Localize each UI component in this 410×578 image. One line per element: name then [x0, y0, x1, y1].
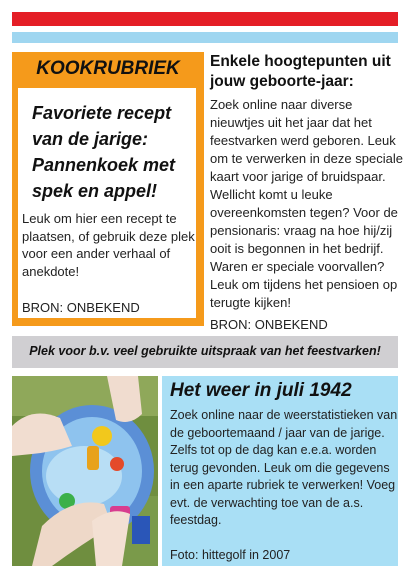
weer-body-text: Zoek online naar de weerstatistieken van de geboortemaand / jaar van de jarige. Zelfs tot op de dag kan e.e.a. worden terug gevonden. Leuk om die gegevens in een aparte rubriek te verwerken! Voeg evt. de verwachting toe van de a.s. feestdag.: [170, 408, 398, 527]
hoogtepunten-title: Enkele hoogtepunten uit jouw geboorte-jaar:: [210, 53, 391, 90]
hoogtepunten-source: BRON: ONBEKEND: [210, 317, 328, 332]
quote-text: Plek voor b.v. veel gebruikte uitspraak van het feestvarken!: [29, 344, 381, 358]
weer-title: Het weer in juli 1942: [170, 380, 352, 401]
recipe-title: Favoriete recept van de jarige: Pannenkoek met spek en appel!: [32, 103, 176, 201]
top-blue-stripe: [12, 32, 398, 43]
heatwave-photo: [12, 376, 158, 566]
photo-caption: Foto: hittegolf in 2007: [170, 548, 291, 562]
hoogtepunten-body-text: Zoek online naar diverse nieuwtjes uit het jaar dat het feestvarken werd geboren. Leuk om te verwerken in deze speciale kaart voor jarige of bruidspaar. Wellicht komt u leuke overeenkomsten tegen? Voor de pensionaris: vraag na hoe hij/zij ooit is begonnen in het bedrijf. Waren er speciale voorvallen? Leuk om tijdens het pensioen op terugte kijken!: [210, 97, 403, 310]
recipe-source: BRON: ONBEKEND: [22, 300, 140, 315]
recipe-body-text: Leuk om hier een recept te plaatsen, of gebruik deze plek voor een ander verhaal of anekdote!: [22, 211, 195, 279]
top-red-stripe: [12, 12, 398, 26]
kookrubriek-title: KOOKRUBRIEK: [36, 58, 180, 79]
